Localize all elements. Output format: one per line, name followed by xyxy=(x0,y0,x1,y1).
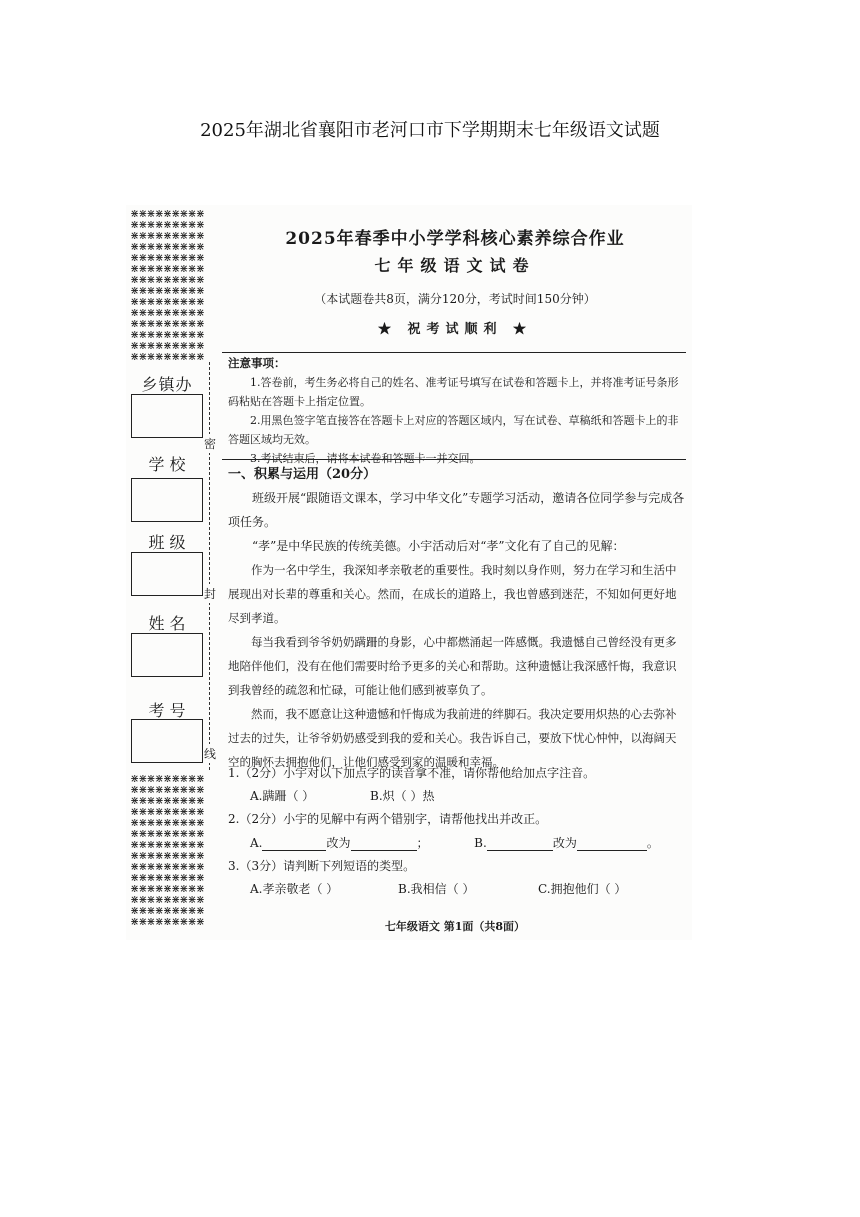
section-intro: 班级开展“跟随语文课本，学习中华文化”专题学习活动，邀请各位同学参与完成各项任务。 xyxy=(228,491,685,529)
q2-b-label: B. xyxy=(474,836,487,850)
field-label-school: 学 校 xyxy=(148,455,186,474)
q2-separator: ； xyxy=(416,836,429,850)
field-box-exam-number xyxy=(131,719,203,763)
binding-pattern-bottom: ⋇⋇⋇⋇⋇⋇⋇⋇⋇⋇⋇⋇⋇⋇⋇⋇⋇⋇⋇⋇⋇⋇⋇⋇⋇⋇⋇⋇⋇⋇⋇⋇⋇⋇⋇⋇⋇⋇⋇⋇⋇⋇⋇⋇⋇⋇⋇⋇⋇⋇⋇⋇⋇⋇⋇⋇⋇⋇⋇⋇⋇⋇⋇⋇⋇⋇⋇⋇⋇⋇⋇⋇⋇⋇⋇⋇⋇⋇⋇⋇⋇⋇⋇⋇⋇⋇⋇⋇⋇⋇⋇⋇⋇⋇⋇⋇⋇⋇⋇⋇⋇⋇⋇⋇⋇⋇⋇⋇⋇⋇⋇⋇⋇⋇⋇⋇⋇⋇⋇⋇⋇⋇⋇⋇⋇⋇ xyxy=(130,773,204,925)
exam-wish: ★ 祝考试顺利 ★ xyxy=(377,322,533,337)
q2-change-label: 改为 xyxy=(326,836,351,850)
q2-change-label-b: 改为 xyxy=(552,836,577,850)
essay-paragraph: 然而，我不愿意让这种遗憾和忏悔成为我前进的绊脚石。我决定要用炽热的心去弥补过去的过失，让爷爷奶奶感受到我的爱和关心。我告诉自己，要放下忧心忡忡，以海阔天空的胸怀去拥抱他们，让他们感受到家的温暖和幸福。 xyxy=(228,707,677,769)
notice-rule-bottom xyxy=(222,459,686,460)
section-title: 一、积累与运用（20分） xyxy=(228,467,377,482)
q2-a-label: A. xyxy=(250,836,263,850)
field-label-township: 乡镇办 xyxy=(141,375,193,394)
exam-subtitle: 七年级语文试卷 xyxy=(374,256,536,275)
field-box-name xyxy=(131,633,203,677)
page-footer: 七年级语文 第1面（共8面） xyxy=(384,920,526,933)
field-label-class: 班 级 xyxy=(148,533,186,552)
notice-heading: 注意事项： xyxy=(228,356,286,370)
notice-item: 2.用黑色签字笔直接答在答题卡上对应的答题区域内，写在试卷、草稿纸和答题卡上的非答题区域均无效。 xyxy=(228,414,679,446)
seal-char-xian: 线 xyxy=(204,744,216,763)
notice-rule-top xyxy=(222,352,686,353)
question-3-option-c: C.拥抱他们（ ） xyxy=(538,882,627,896)
document-title: 2025年湖北省襄阳市老河口市下学期期末七年级语文试题 xyxy=(200,120,660,141)
question-1-option-a: A.蹒跚（ ） xyxy=(250,789,315,803)
seal-line xyxy=(209,362,210,770)
exam-info: （本试题卷共8页，满分120分，考试时间150分钟） xyxy=(314,292,596,306)
field-box-class xyxy=(131,552,203,596)
section-body xyxy=(228,486,686,774)
field-box-township xyxy=(131,394,203,438)
notice-item: 1.答卷前，考生务必将自己的姓名、准考证号填写在试卷和答题卡上，并将准考证号条形码粘贴在答题卡上指定位置。 xyxy=(228,376,679,408)
question-3-option-a: A.孝亲敬老（ ） xyxy=(250,882,339,896)
question-2-answer-row xyxy=(250,834,659,851)
notice-block xyxy=(228,354,684,468)
answer-blank[interactable] xyxy=(351,837,417,851)
question-3-option-b: B.我相信（ ） xyxy=(398,882,475,896)
section-lead: “孝”是中华民族的传统美德。小宇活动后对“孝”文化有了自己的见解： xyxy=(252,539,625,553)
notice-item: 3.考试结束后，请将本试卷和答题卡一并交回。 xyxy=(250,452,481,465)
field-label-name: 姓 名 xyxy=(148,614,186,633)
exam-title: 2025年春季中小学学科核心素养综合作业 xyxy=(285,229,625,249)
question-3: 3.（3分）请判断下列短语的类型。 xyxy=(228,859,416,873)
seal-char-mi: 密 xyxy=(204,434,216,453)
answer-blank[interactable] xyxy=(577,837,647,851)
answer-blank[interactable] xyxy=(487,837,553,851)
answer-blank[interactable] xyxy=(262,837,326,851)
essay-paragraph: 每当我看到爷爷奶奶蹒跚的身影，心中都燃涌起一阵感慨。我遗憾自己曾经没有更多地陪伴他们，没有在他们需要时给予更多的关心和帮助。这种遗憾让我深感忏悔，我意识到我曾经的疏忽和忙碌，可能让他们感到被辜负了。 xyxy=(228,635,677,697)
seal-char-feng: 封 xyxy=(204,584,216,603)
question-2: 2.（2分）小宇的见解中有两个错别字，请帮他找出并改正。 xyxy=(228,812,548,826)
essay-paragraph: 作为一名中学生，我深知孝亲敬老的重要性。我时刻以身作则，努力在学习和生活中展现出对长辈的尊重和关心。然而，在成长的道路上，我也曾感到迷茫，不知如何更好地尽到孝道。 xyxy=(228,563,677,625)
binding-pattern-top: ⋇⋇⋇⋇⋇⋇⋇⋇⋇⋇⋇⋇⋇⋇⋇⋇⋇⋇⋇⋇⋇⋇⋇⋇⋇⋇⋇⋇⋇⋇⋇⋇⋇⋇⋇⋇⋇⋇⋇⋇⋇⋇⋇⋇⋇⋇⋇⋇⋇⋇⋇⋇⋇⋇⋇⋇⋇⋇⋇⋇⋇⋇⋇⋇⋇⋇⋇⋇⋇⋇⋇⋇⋇⋇⋇⋇⋇⋇⋇⋇⋇⋇⋇⋇⋇⋇⋇⋇⋇⋇⋇⋇⋇⋇⋇⋇⋇⋇⋇⋇⋇⋇⋇⋇⋇⋇⋇⋇⋇⋇⋇⋇⋇⋇⋇⋇⋇⋇⋇⋇⋇⋇⋇⋇⋇⋇ xyxy=(130,208,204,360)
q2-end: 。 xyxy=(646,836,659,850)
field-box-school xyxy=(131,478,203,522)
field-label-exam-number: 考 号 xyxy=(148,701,186,720)
question-1: 1.（2分）小宇对以下加点字的读音拿不准，请你帮他给加点字注音。 xyxy=(228,766,596,780)
question-1-option-b: B.炽（ ）热 xyxy=(370,789,435,803)
